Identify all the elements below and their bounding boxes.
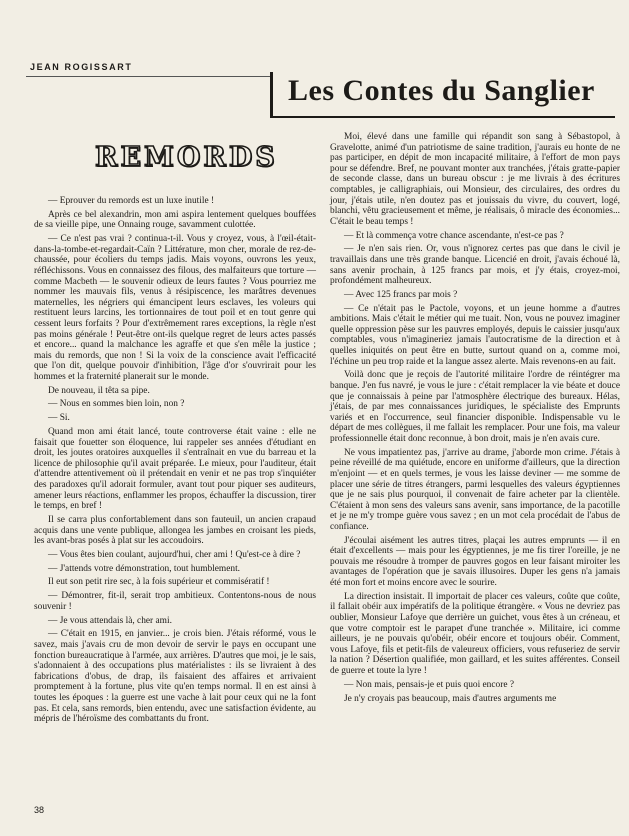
paragraph: De nouveau, il têta sa pipe. <box>48 385 150 396</box>
paragraph: Je n'y croyais pas beaucoup, mais d'autres arguments me <box>344 693 557 704</box>
paragraph: — Ce n'était pas le Pactole, voyons, et un jeune homme a d'autres ambitions. Mais c'était le métier qui me tuait. Non, vous ne pouvez imaginer quelle oppression pèse sur les pauvres employés, depuis le caissier jusqu'aux comptables, vous n'imagineriez jamais l'autocratisme de la direction et à quelles iniquités on peut être en butte, surtout quand on a, comme moi, l'échine un peu trop raide et la langue assez alerte. Mais revenons-en au fait. <box>330 303 620 367</box>
paragraph: La direction insistait. Il importait de placer ces valeurs, coûte que coûte, il fallait obéir aux impératifs de la politique étrangère. « Vous ne devriez pas oublier, Monsieur Lafoye que derrière un guichet, vous êtes à un créneau, et que votre comptoir est le parapet d'une tranchée ». Militaire, ici comme ailleurs, je ne pouvais qu'obéir, obéir encore et toujours obéir. Comment, vous Lafoye, fils et petit-fils de valeureux officiers, vous refuseriez de servir la nation ? Désertion qualifiée, mon gaillard, et les suites afférentes. Conseil de guerre et toute la lyre ! <box>330 591 620 676</box>
paragraph: — Nous en sommes bien loin, non ? <box>48 399 185 410</box>
text-column-left <box>34 196 316 728</box>
paragraph: Ne vous impatientez pas, j'arrive au drame, j'aborde mon crime. J'étais à peine réveillé de ma quiétude, encore en uniforme d'ailleurs, que la direction m'enjoint — et en quels termes, je vous les laisse deviner — me somme de placer une série de titres étrangers, parmi lesquelles des valeurs égyptiennes que je ne sais plus pourquoi, il convenait de faire acheter par la clientèle. C'étaient à mon sens des valeurs sans avenir, sans importance, de la pacotille et je ne m'y trompe guère vous savez ; en un mot cela procédait de l'abus de confiance. <box>330 447 620 532</box>
author-name: JEAN ROGISSART <box>30 62 133 72</box>
paragraph: Il eut son petit rire sec, à la fois supérieur et commisératif ! <box>48 577 270 588</box>
paragraph: — Je n'en sais rien. Or, vous n'ignorez certes pas que dans le civil je travaillais dans une très grande banque. Licencié en droit, j'avais échoué là, sans avenir prochain, à 125 francs par mois, et j'y étais, croyez-moi, profondément malheureux. <box>330 244 620 287</box>
paragraph: — Non mais, pensais-je et puis quoi encore ? <box>344 679 515 690</box>
paragraph: — Vous êtes bien coulant, aujourd'hui, cher ami ! Qu'est-ce à dire ? <box>48 549 301 560</box>
paragraph: — Démontrer, fit-il, serait trop ambitieux. Contentons-nous de nous souvenir ! <box>34 591 316 612</box>
paragraph: — J'attends votre démonstration, tout humblement. <box>48 563 241 574</box>
text-column-right <box>330 132 620 707</box>
paragraph: — Si. <box>48 413 70 424</box>
paragraph: — Eprouver du remords est un luxe inutile ! <box>48 196 215 206</box>
header-rule-horizontal <box>270 116 615 118</box>
paragraph: Voilà donc que je reçois de l'autorité militaire l'ordre de réintégrer ma banque. J'en fus navré, je vous le jure : c'était remplacer la vie béate et douce que je connaissais à peine par l'atmosphère électrique des bureaux. Hélas, j'étais, de par mes connaissances juridiques, le spécialiste des Emprunts variés et en l'occurrence, seul financier disponible. Indispensable vu le départ de mes collègues, il me fallait les remplacer. Pour une fois, ma valeur professionnelle était donc reconnue, à bon droit, mais je n'en avais cure. <box>330 370 620 444</box>
header-rule-vertical <box>270 72 273 118</box>
paragraph: Il se carra plus confortablement dans son fauteuil, un ancien crapaud acquis dans une vente publique, allongea les jambes en croisant les pieds, les avant-bras posés à plat sur les accoudoirs. <box>34 514 316 547</box>
series-title: Les Contes du Sanglier <box>288 74 595 107</box>
page-number: 38 <box>34 805 45 815</box>
paragraph: Après ce bel alexandrin, mon ami aspira lentement quelques bouffées de sa vieille pipe, une Onnaing rouge, savamment culottée. <box>34 209 316 231</box>
paragraph: — C'était en 1915, en janvier... je crois bien. J'étais réformé, vous le savez, mais j'avais cru de mon devoir de servir le pays en occupant une fonction bureaucratique à l'armée, aux arrières. D'autres que moi, je le sais, s'adonnaient à des occupations plus matérialistes : ils se livraient à des fabrications d'obus, de drap, ils faisaient des affaires et arrivaient promptement à la fortune, plus vite qu'en temps normal. Il en est ainsi à toutes les époques : la guerre est une vache à lait pour ceux qui ne la font pas. Et cela, sans remords, bien entendu, avec une satisfaction évidente, au mépris de l'héroïsme des combattants du front. <box>34 629 316 725</box>
paragraph: — Et là commença votre chance ascendante, n'est-ce pas ? <box>344 230 564 241</box>
header-rule-top <box>26 76 272 77</box>
paragraph: — Je vous attendais là, cher ami. <box>48 615 172 626</box>
paragraph: — Avec 125 francs par mois ? <box>344 289 458 300</box>
paragraph: Moi, élevé dans une famille qui répandit son sang à Sébastopol, à Gravelotte, animé d'un patriotisme de saine tradition, j'aurais eu honte de ne pas participer, en dépit de mon incapacité militaire, à l'effort de mon pays pour se défendre. Bref, ne pouvant monter aux tranchées, j'étais gratte-papier de seconde classe, dans un bureau obscur : je me livrais à des écritures comptables, je calligraphiais, oui Monsieur, des circulaires, des ordres du jour, j'étais utile, n'en doutez pas et jouissais du vivre, du couvert, logé, blanchi, vêtu gracieusement et même, je réalisais, ô miracle des économies... C'était le beau temps ! <box>330 132 620 227</box>
paragraph: Quand mon ami était lancé, toute controverse était vaine : elle ne faisait que fouetter son éloquence, lui rappeler ses années d'étudiant en droit, les joutes oratoires auxquelles il s'entraînait en vue du barreau et la licence de philosophie qu'il avait préparée. Le mieux, pour l'auditeur, était d'attendre attentivement où il prétendait en venir et ne pas trop s'inquiéter des paradoxes qu'il adorait formuler, avant tout pour piquer ses auditeurs, amener leurs réactions, enflammer les propos, échauffer la discussion, tirer le temps, en bref ! <box>34 427 316 512</box>
paragraph: J'écoulai aisément les autres titres, plaçai les autres emprunts — il en était d'excellents — mais pour les égyptiennes, je me fis tirer l'oreille, je ne pouvais me résoudre à tromper de pauvres gogos en leur faisant miroiter les avantages de l'opération que je savais illusoires. Duper les gens n'a jamais été mon fort et moins encore avec le sourire. <box>330 535 620 589</box>
story-title: REMORDS <box>95 142 278 173</box>
paragraph: — Ce n'est pas vrai ? continua-t-il. Vous y croyez, vous, à l'œil-était-dans-la-tombe-et-regardait-Caïn ? Littérature, mon cher, morale de rez-de-chaussée, pour écoliers du temps jadis. Mais voyons, ouvrons les yeux, réfléchissons. Vous en connaissez des filous, des malfaiteurs que torture — comme Macbeth — le souvenir odieux de leurs fautes ? Vous pourriez me nommer les mauvais fils, venus à résipiscence, les marâtres devenues maternelles, les négriers qui émancipent leurs esclaves, les voleurs qui restituent leurs larcins, les tortionnaires de tout poil et en tout genre qui cessent leurs forfaits ? Pour d'extrêmement rares exceptions, la règle n'est pas moins générale ! Peut-être ont-ils quelque regret de leurs actes passés et encore... quand la malchance les agraffe et que s'en mêle la justice ; mais du remords, que non ! Si la voix de la conscience avait l'efficacité que l'on dit, quelque pouvoir d'inhibition, l'âge d'or s'ouvrirait pour les hommes et la fraternité planerait sur le monde. <box>34 234 316 382</box>
